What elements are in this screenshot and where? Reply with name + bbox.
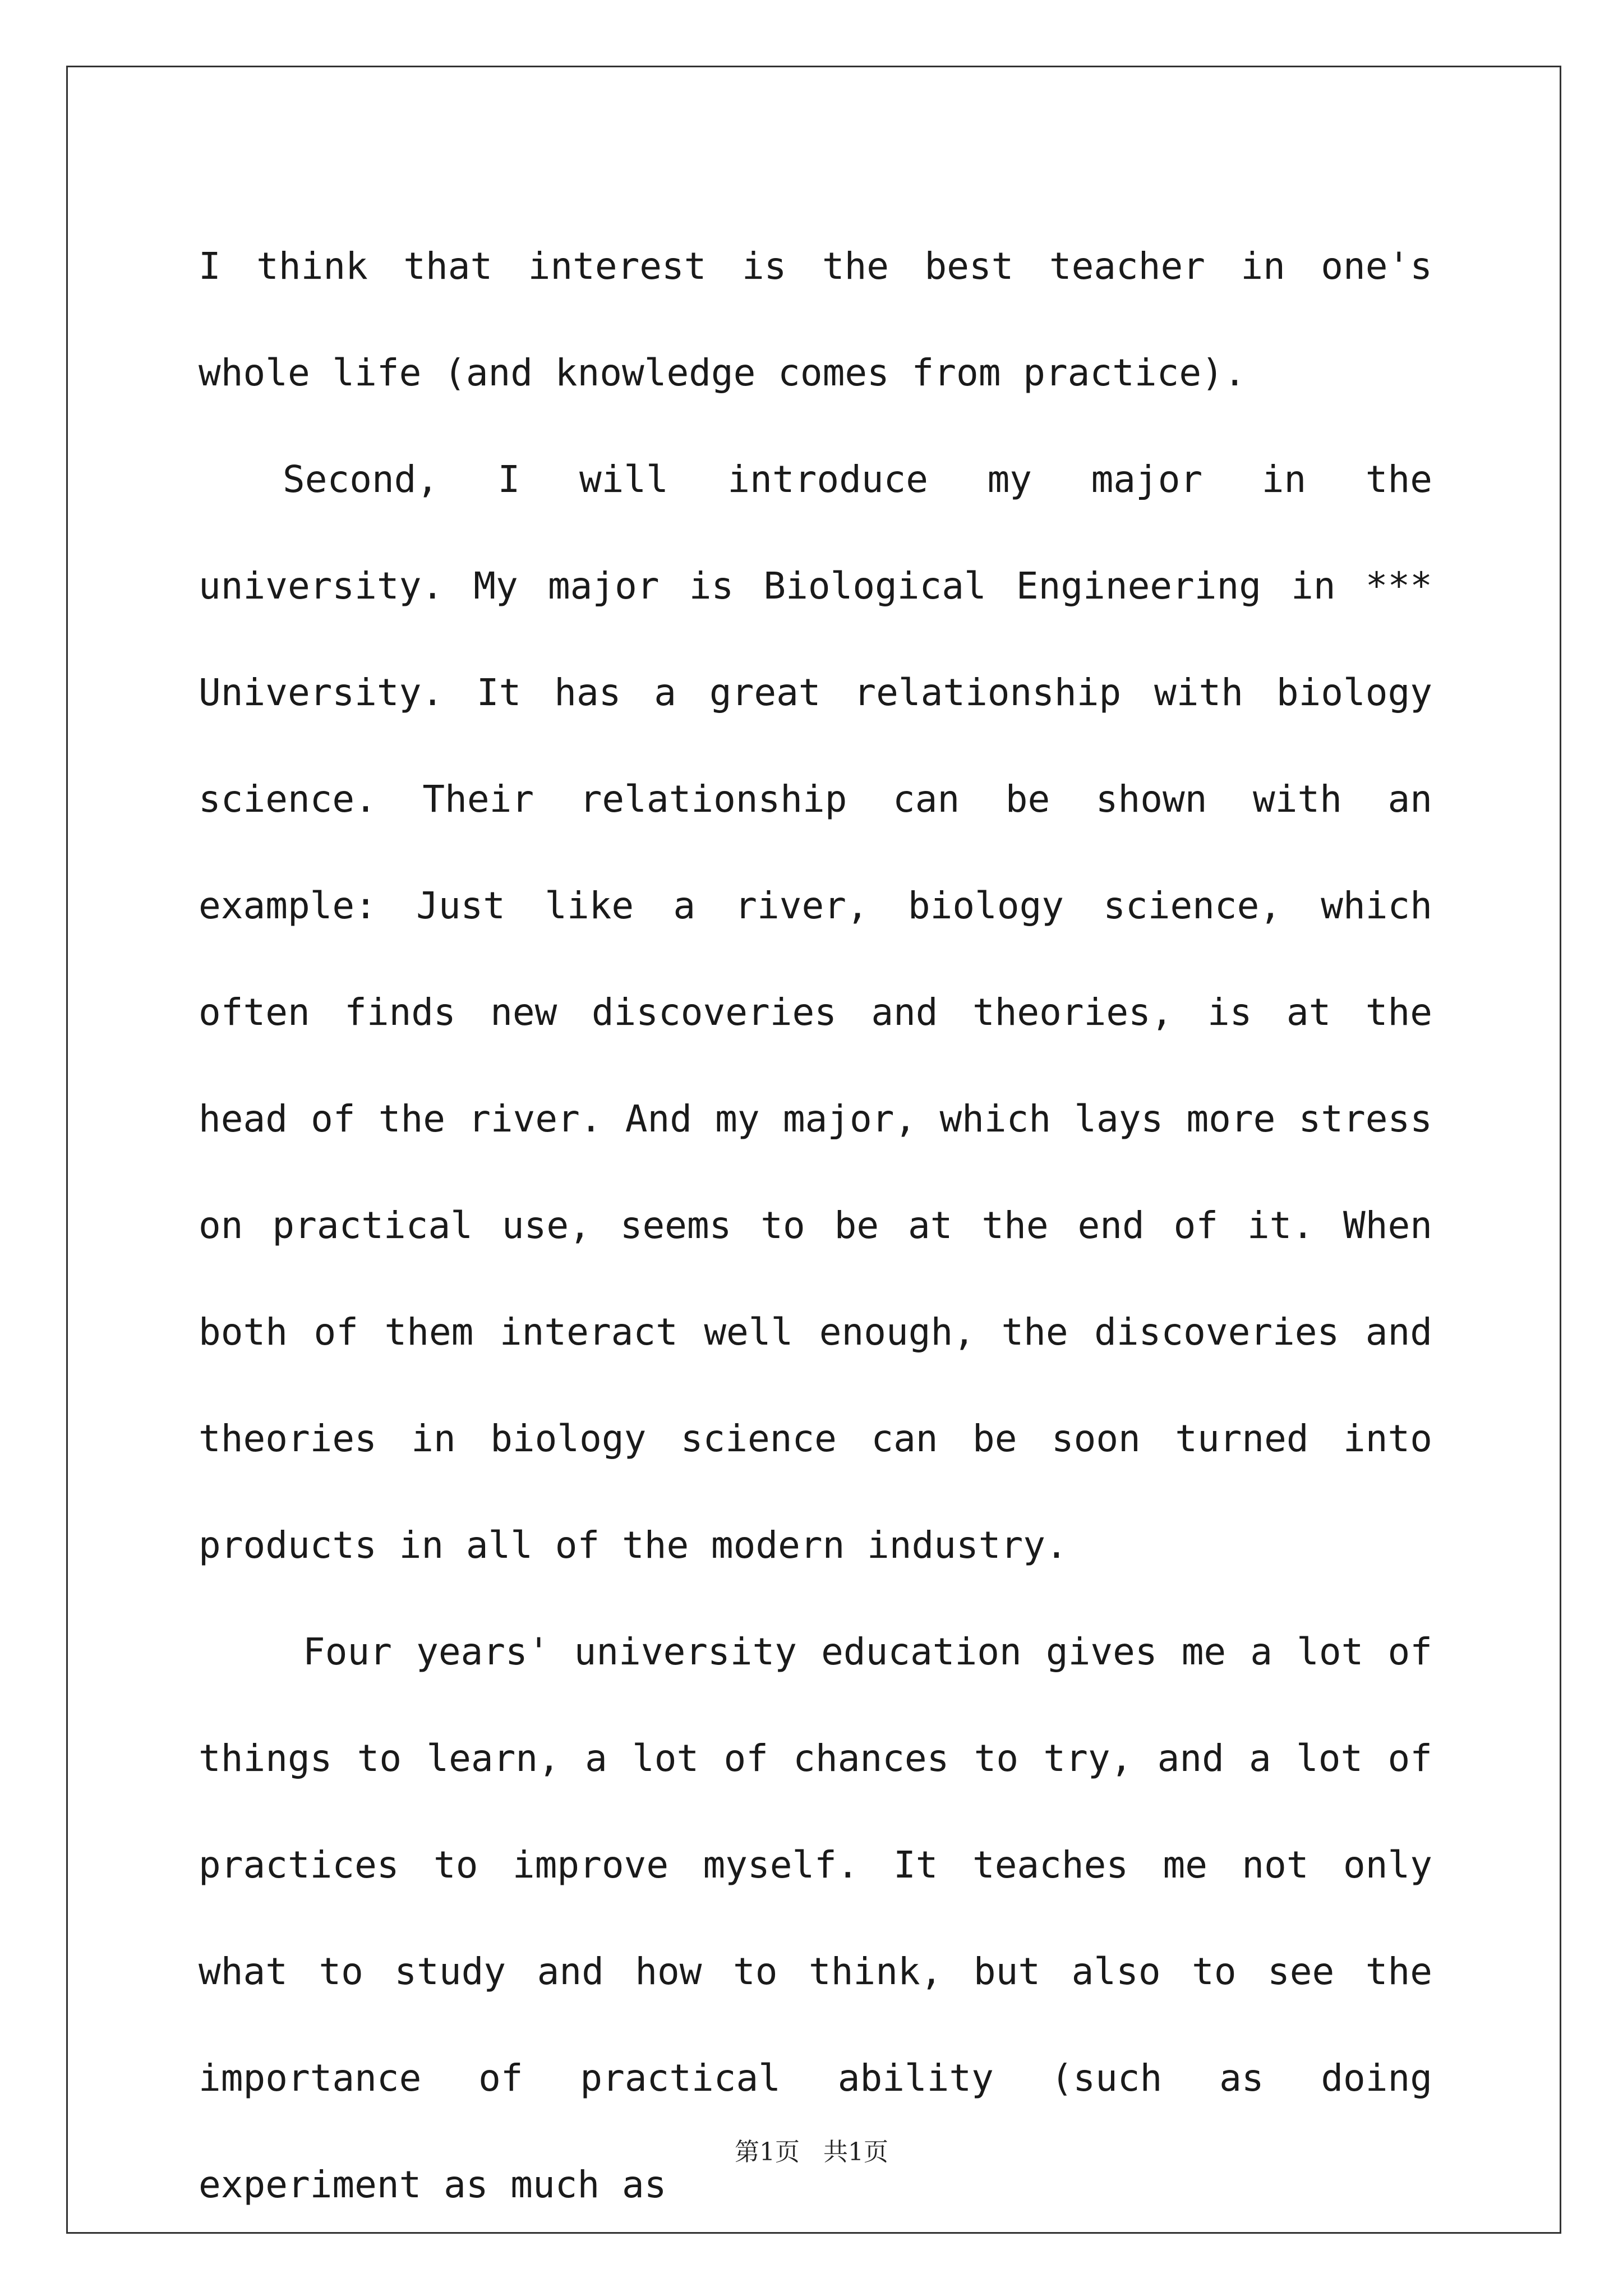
- page-total: 共1页: [823, 2138, 888, 2166]
- footer-spacer: [800, 2138, 823, 2166]
- document-body: [199, 213, 1432, 2238]
- page-number: 第1页: [735, 2138, 800, 2166]
- paragraph-3: Four years' university education gives me a lot of things to learn, a lot of chances to try, and a lot of practices to improve myself. It teaches me not only what to study and how to think, but also to see the importance of practical ability (such as doing experiment as much as: [199, 1630, 1432, 2206]
- page-footer: [0, 2132, 1623, 2168]
- paragraph-1: I think that interest is the best teacher in one's whole life (and knowledge comes from practice).: [199, 245, 1432, 394]
- paragraph-2: Second, I will introduce my major in the university. My major is Biological Engineering in *** University. It has a great relationship with biology science. Their relationship can be shown with an example: Just like a river, biology science, which often finds new discoveries and theories, is at the head of the river. And my major, which lays more stress on practical use, seems to be at the end of it. When both of them interact well enough, the discoveries and theories in biology science can be soon turned into products in all of the modern industry.: [199, 458, 1432, 1567]
